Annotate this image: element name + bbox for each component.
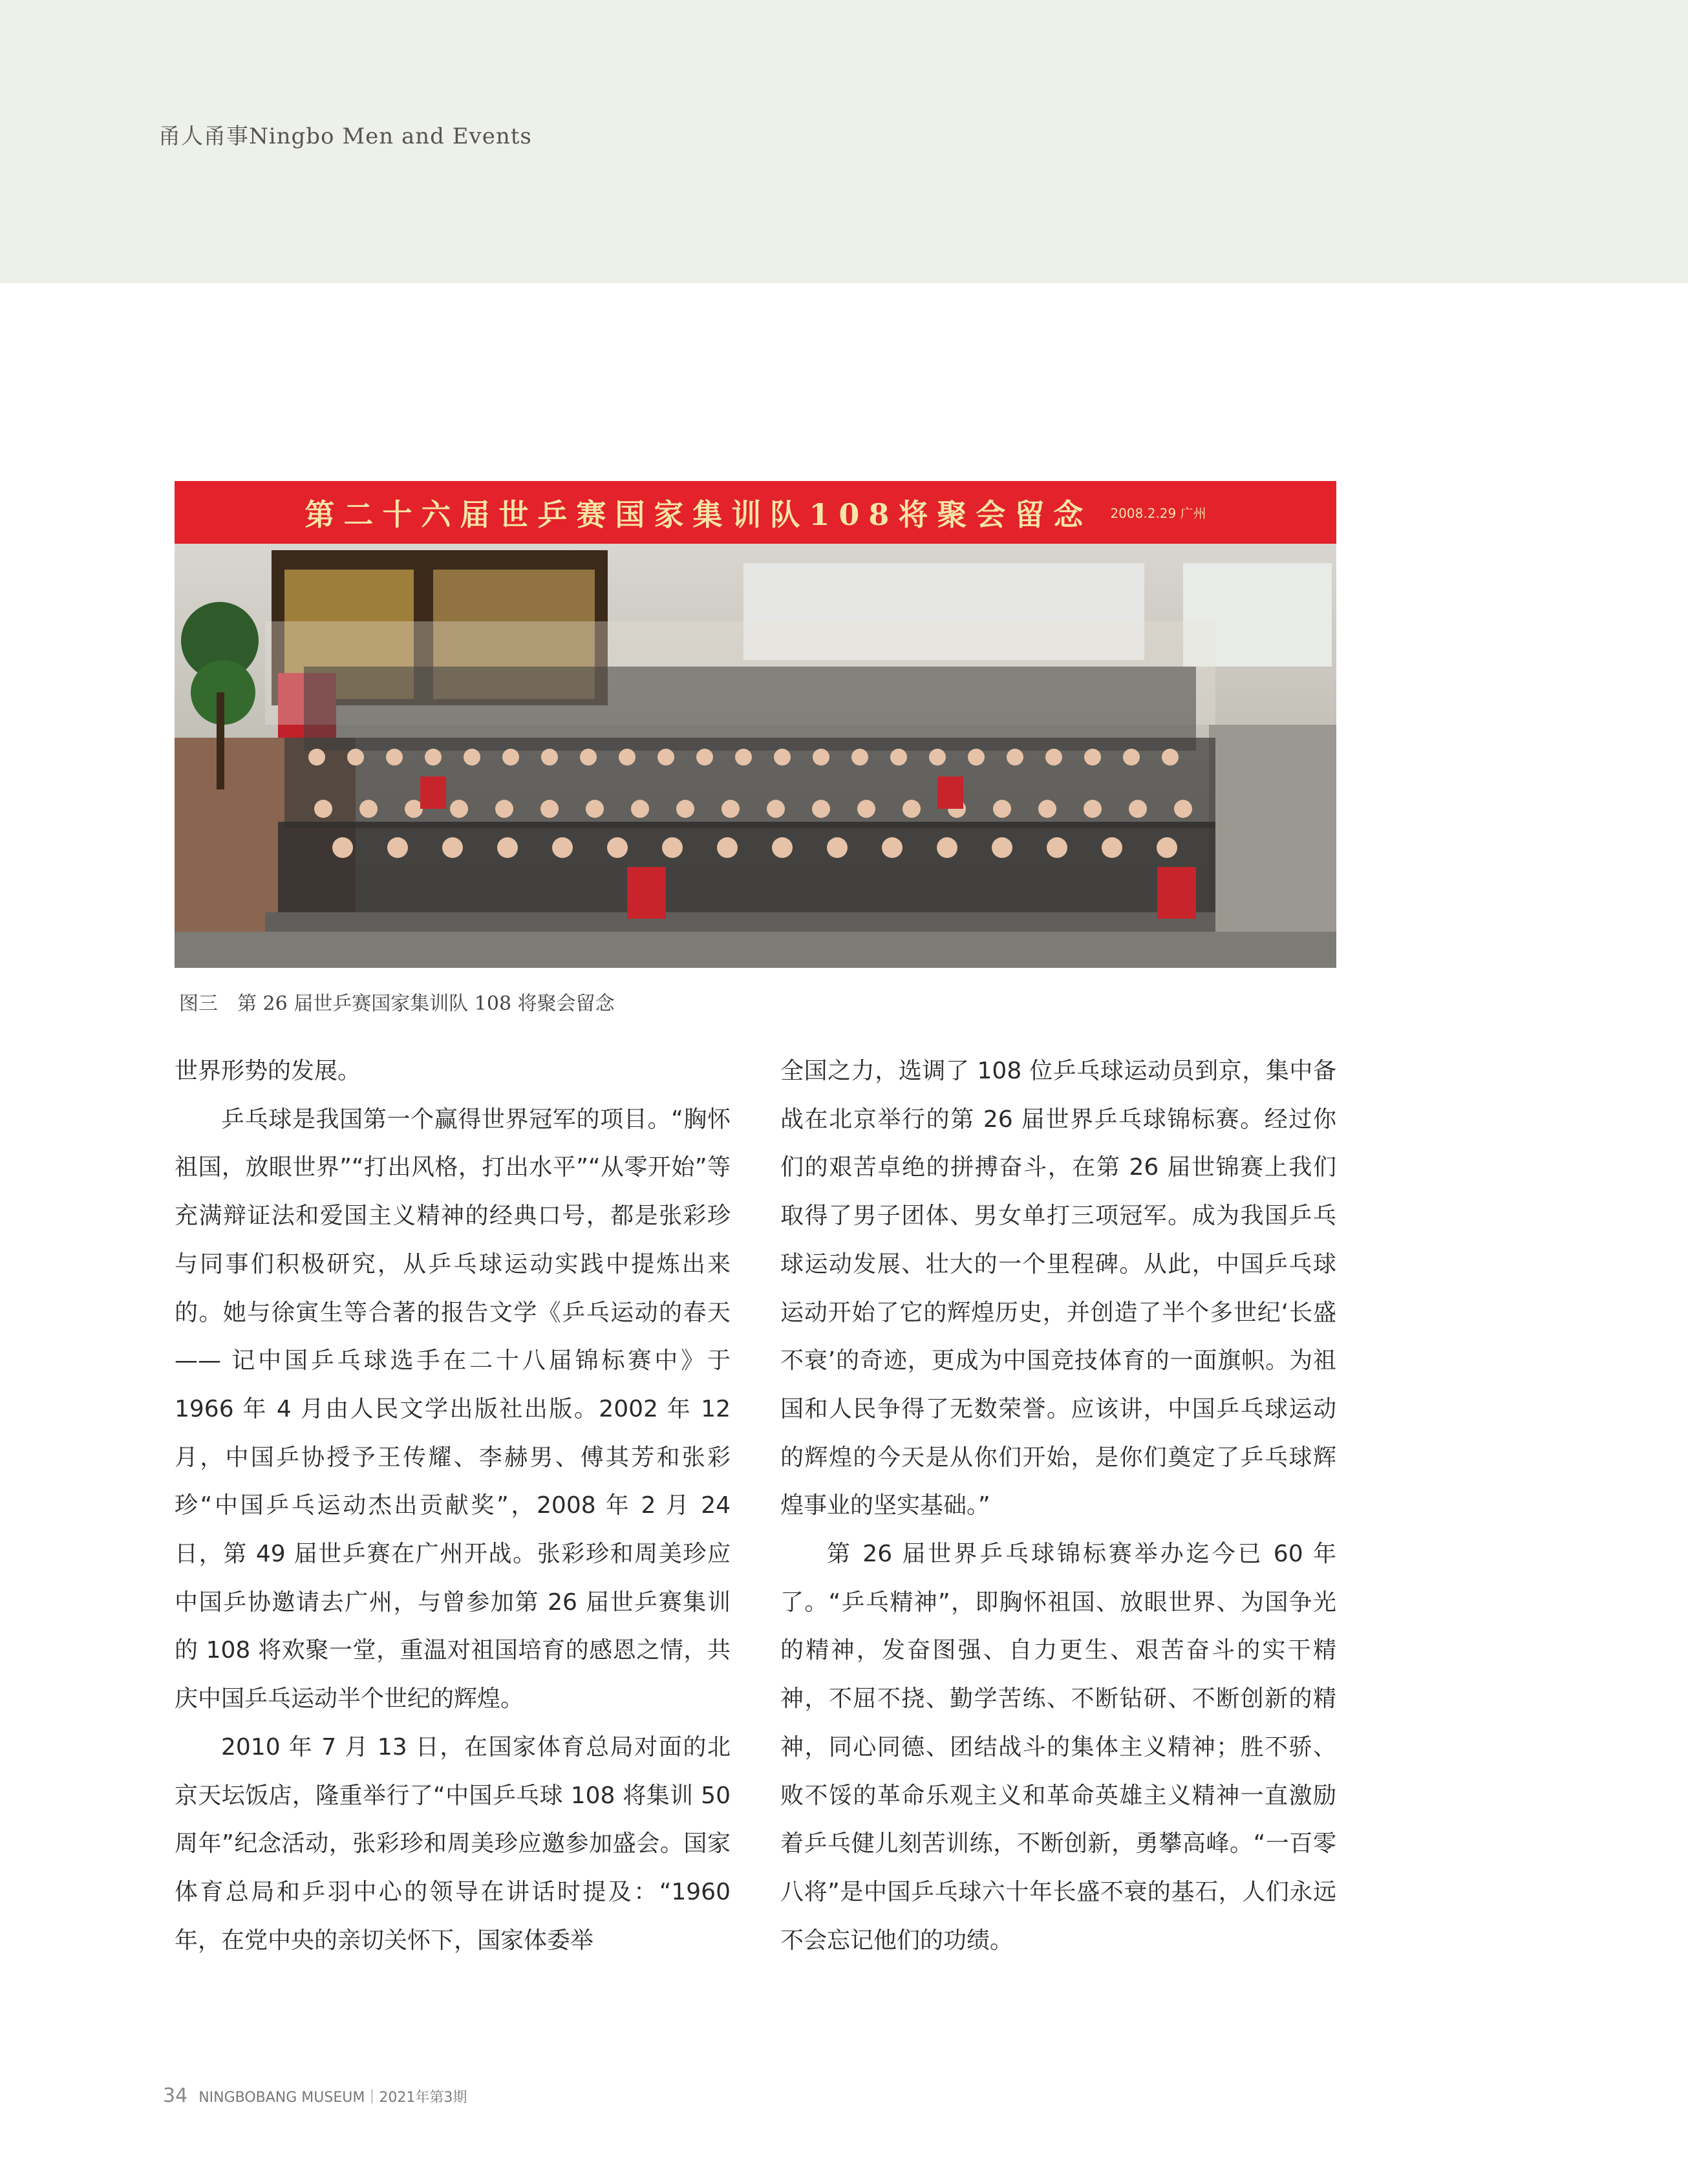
paragraph: 世界形势的发展。 [175, 1058, 361, 1084]
group-photo [175, 481, 1336, 968]
page-footer [163, 2084, 467, 2107]
photo-scene [175, 544, 1336, 968]
banner-date: 2008.2.29 广州 [1110, 506, 1206, 521]
header-band [0, 0, 1688, 283]
footer-text: NINGBOBANG MUSEUM｜2021年第3期 [198, 2090, 467, 2106]
paragraph: 乒乓球是我国第一个赢得世界冠军的项目。“胸怀祖国，放眼世界”“打出风格，打出水平”“从零开始”等充满辩证法和爱国主义精神的经典口号，都是张彩珍与同事们积极研究，从乒乓球运动实践中提炼出来的。她与徐寅生等合著的报告文学《乒乓运动的春天 —— 记中国乒乓球选手在二十八届锦标赛中》于 1966 年 4 月由人民文学出版社出版。2002 年 12 月，中国乒协授予王传耀、李赫男、傅其芳和张彩珍“中国乒乓运动杰出贡献奖”，2008 年 2 月 24 日，第 49 届世乒赛在广州开战。张彩珍和周美珍应中国乒协邀请去广州，与曾参加第 26 届世乒赛集训的 108 将欢聚一堂，重温对祖国培育的感恩之情，共庆中国乒乓运动半个世纪的辉煌。 [175, 1106, 731, 1713]
page-number: 34 [163, 2084, 188, 2107]
paragraph: 2010 年 7 月 13 日，在国家体育总局对面的北京天坛饭店，隆重举行了“中国乒乓球 108 将集训 50 周年”纪念活动，张彩珍和周美珍应邀参加盛会。国家体育总局和乒羽中心的领导在讲话时提及：“1960 年，在党中央的亲切关怀下，国家体委举 [175, 1733, 731, 1954]
article-column-left [175, 1047, 731, 1965]
section-title: 甬人甬事Ningbo Men and Events [158, 123, 532, 149]
paragraph: 全国之力，选调了 108 位乒乓球运动员到京，集中备战在北京举行的第 26 届世界乒乓球锦标赛。经过你们的艰苦卓绝的拼搏奋斗，在第 26 届世锦赛上我们取得了男子团体、男女单打三项冠军。成为我国乒乓球运动发展、壮大的一个里程碑。从此，中国乒乓球运动开始了它的辉煌历史，并创造了半个多世纪‘长盛不衰’的奇迹，更成为中国竞技体育的一面旗帜。为祖国和人民争得了无数荣誉。应该讲，中国乒乓球运动的辉煌的今天是从你们开始，是你们奠定了乒乓球辉煌事业的坚实基础。” [780, 1058, 1336, 1519]
article-column-right [780, 1047, 1336, 1965]
photo-banner [175, 481, 1336, 544]
paragraph: 第 26 届世界乒乓球锦标赛举办迄今已 60 年了。“乒乓精神”，即胸怀祖国、放眼世界、为国争光的精神，发奋图强、自力更生、艰苦奋斗的实干精神，不屈不挠、勤学苦练、不断钻研、不断创新的精神，同心同德、团结战斗的集体主义精神；胜不骄、败不馁的革命乐观主义和革命英雄主义精神一直激励着乒乓健儿刻苦训练，不断创新，勇攀高峰。“一百零八将”是中国乒乓球六十年长盛不衰的基石，人们永远不会忘记他们的功绩。 [780, 1541, 1336, 1954]
figure-caption: 图三 第 26 届世乒赛国家集训队 108 将聚会留念 [179, 992, 615, 1015]
banner-title: 第二十六届世乒赛国家集训队108将聚会留念 [304, 497, 1093, 532]
